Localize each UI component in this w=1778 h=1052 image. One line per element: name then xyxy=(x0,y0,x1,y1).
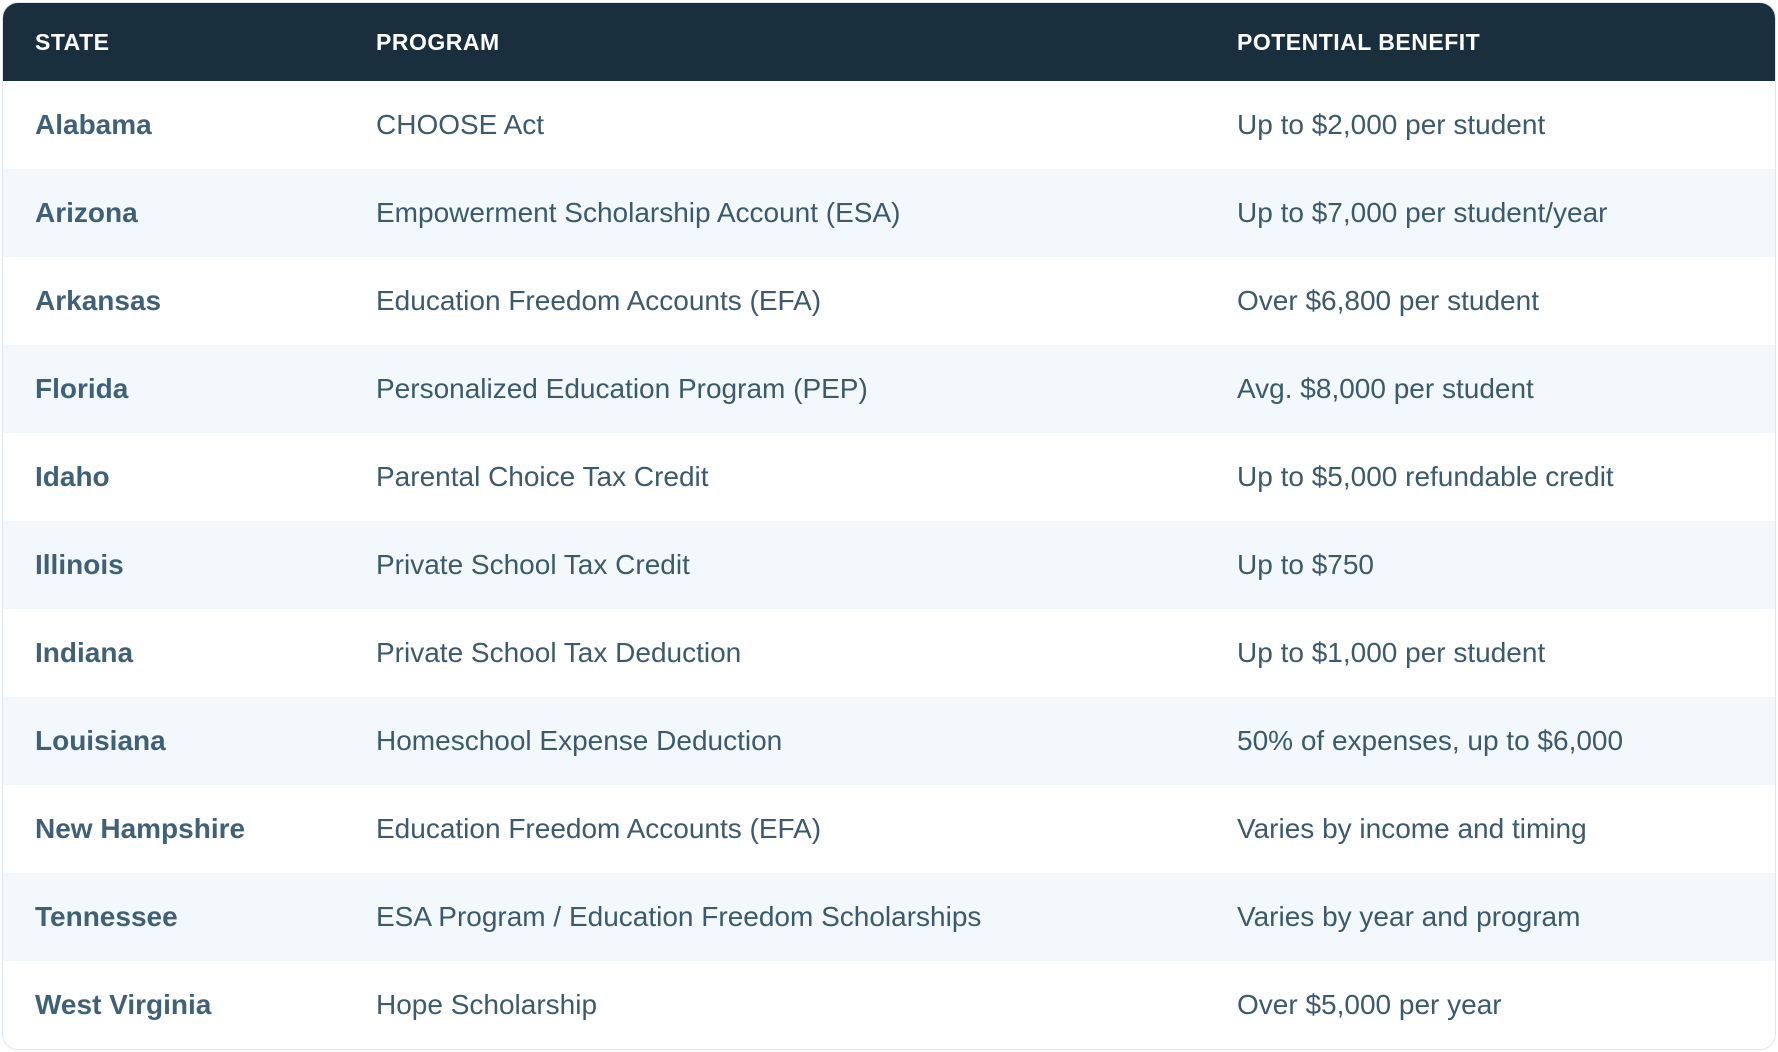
column-header-state: STATE xyxy=(35,28,110,55)
table-row xyxy=(3,521,1775,609)
column-header-benefit: POTENTIAL BENEFIT xyxy=(1237,28,1481,55)
table-row xyxy=(3,169,1775,257)
state-cell: Arizona xyxy=(35,197,138,228)
state-cell: Florida xyxy=(35,373,129,404)
table-row xyxy=(3,81,1775,169)
table-body xyxy=(3,81,1775,1049)
benefit-cell: Over $6,800 per student xyxy=(1237,285,1539,316)
state-cell: Idaho xyxy=(35,461,110,492)
program-cell: Private School Tax Deduction xyxy=(376,637,742,668)
state-cell: Illinois xyxy=(35,549,124,580)
state-cell: Indiana xyxy=(35,637,134,668)
program-cell: Private School Tax Credit xyxy=(376,549,690,580)
state-cell: Tennessee xyxy=(35,901,178,932)
table-row xyxy=(3,257,1775,345)
benefits-table-container xyxy=(2,2,1776,1050)
state-cell: Alabama xyxy=(35,109,152,140)
table-row xyxy=(3,609,1775,697)
table-row xyxy=(3,961,1775,1049)
program-cell: Education Freedom Accounts (EFA) xyxy=(376,813,822,844)
program-cell: Empowerment Scholarship Account (ESA) xyxy=(376,197,901,228)
column-header-program: PROGRAM xyxy=(376,28,500,55)
benefit-cell: Up to $5,000 refundable credit xyxy=(1237,461,1614,492)
benefit-cell: Varies by year and program xyxy=(1237,901,1581,932)
benefit-cell: Over $5,000 per year xyxy=(1237,989,1502,1020)
program-cell: Education Freedom Accounts (EFA) xyxy=(376,285,822,316)
program-cell: Homeschool Expense Deduction xyxy=(376,725,783,756)
table-row xyxy=(3,785,1775,873)
state-cell: Louisiana xyxy=(35,725,166,756)
table-header xyxy=(3,3,1775,81)
benefit-cell: Avg. $8,000 per student xyxy=(1237,373,1534,404)
benefit-cell: Varies by income and timing xyxy=(1237,813,1587,844)
state-benefits-table xyxy=(3,3,1775,1049)
program-cell: Hope Scholarship xyxy=(376,989,598,1020)
program-cell: ESA Program / Education Freedom Scholarships xyxy=(376,901,982,932)
table-row xyxy=(3,697,1775,785)
benefit-cell: Up to $1,000 per student xyxy=(1237,637,1546,668)
program-cell: Personalized Education Program (PEP) xyxy=(376,373,868,404)
state-cell: New Hampshire xyxy=(35,813,246,844)
table-row xyxy=(3,873,1775,961)
benefit-cell: Up to $750 xyxy=(1237,549,1374,580)
benefit-cell: Up to $7,000 per student/year xyxy=(1237,197,1608,228)
state-cell: West Virginia xyxy=(35,989,212,1020)
table-row xyxy=(3,433,1775,521)
program-cell: Parental Choice Tax Credit xyxy=(376,461,709,492)
header-row xyxy=(3,3,1775,81)
benefit-cell: 50% of expenses, up to $6,000 xyxy=(1237,725,1624,756)
table-row xyxy=(3,345,1775,433)
benefit-cell: Up to $2,000 per student xyxy=(1237,109,1546,140)
state-cell: Arkansas xyxy=(35,285,162,316)
program-cell: CHOOSE Act xyxy=(376,109,545,140)
